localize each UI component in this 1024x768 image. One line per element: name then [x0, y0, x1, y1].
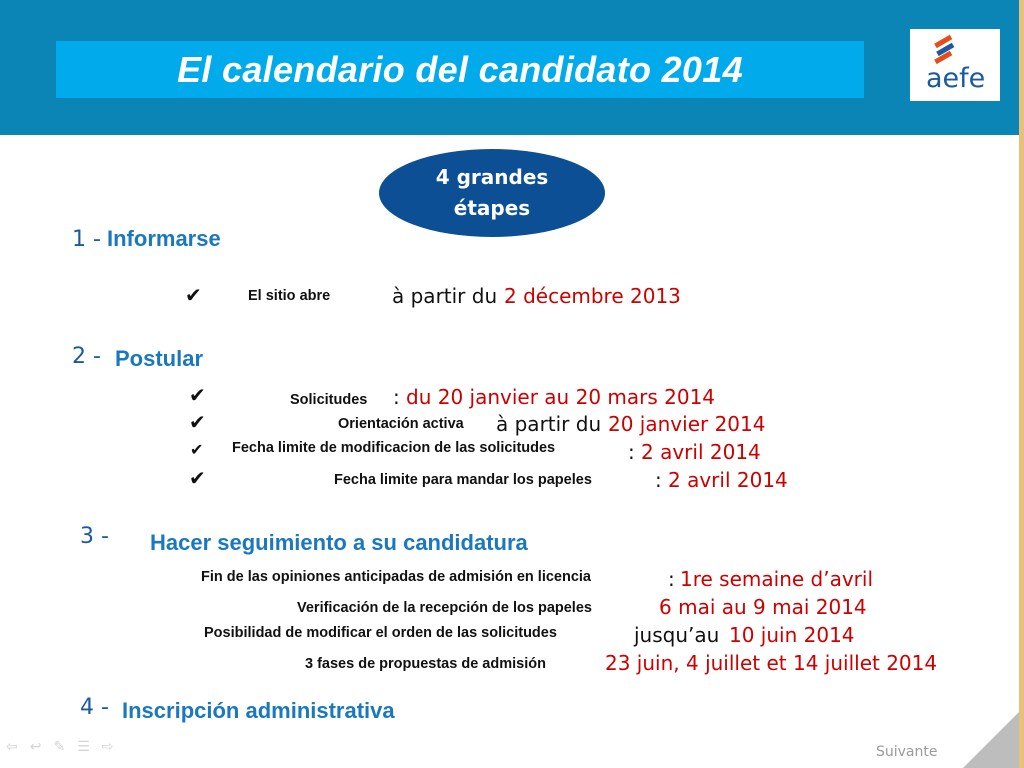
item-2-3-prefix: : — [628, 440, 635, 464]
next-arrow-icon[interactable]: ⇨ — [101, 739, 126, 755]
item-1-1-prefix: à partir du — [392, 284, 498, 308]
item-3-1-label: Fin de las opiniones anticipadas de admisión en licencia — [201, 569, 591, 585]
section-3-title: Hacer seguimiento a su candidatura — [150, 530, 528, 555]
next-slide-button[interactable]: Suivante — [876, 744, 938, 760]
section-1-title: Informarse — [107, 226, 221, 251]
item-2-1-prefix: : — [393, 385, 400, 409]
item-2-4-date: 2 avril 2014 — [668, 468, 788, 492]
check-icon: ✔ — [189, 466, 206, 490]
check-icon: ✔ — [189, 383, 206, 407]
aefe-logo-icon — [922, 31, 962, 67]
item-3-4-date: 23 juin, 4 juillet et 14 juillet 2014 — [605, 651, 938, 675]
item-3-3-date: 10 juin 2014 — [729, 623, 855, 647]
section-2-title: Postular — [115, 346, 204, 371]
section-1-number: 1 - — [72, 227, 101, 252]
item-2-2-date: 20 janvier 2014 — [608, 412, 766, 436]
item-2-2-prefix: à partir du — [496, 412, 602, 436]
section-4-title: Inscripción administrativa — [122, 698, 395, 723]
stages-badge — [379, 149, 605, 237]
page-curl-corner[interactable] — [963, 712, 1019, 768]
slide-nav-toolbar — [6, 739, 126, 755]
check-icon: ✔ — [189, 410, 206, 434]
item-2-4-label: Fecha limite para mandar los papeles — [334, 472, 592, 488]
stages-badge-line1: 4 grandes — [435, 165, 549, 189]
back-icon[interactable]: ⇦ — [6, 739, 30, 755]
menu-icon[interactable]: ☰ — [77, 739, 102, 755]
check-icon: ✔ — [190, 440, 204, 459]
section-4-number: 4 - — [80, 695, 109, 720]
right-edge-strip — [1019, 0, 1024, 768]
page-title: El calendario del candidato 2014 — [177, 48, 743, 90]
title-banner — [56, 41, 864, 98]
item-2-2-label: Orientación activa — [338, 416, 464, 432]
pen-icon[interactable]: ✎ — [53, 739, 78, 755]
item-2-4-prefix: : — [655, 468, 662, 492]
item-2-1-date: du 20 janvier au 20 mars 2014 — [406, 385, 716, 409]
logo-text: aefe — [926, 63, 986, 94]
forward-icon[interactable]: ↩ — [29, 739, 54, 755]
item-3-1-date: 1re semaine d’avril — [680, 567, 874, 591]
item-3-2-label: Verificación de la recepción de los papeles — [297, 600, 592, 616]
aefe-logo — [910, 29, 1000, 101]
item-3-3-label: Posibilidad de modificar el orden de las solicitudes — [204, 625, 557, 641]
check-icon: ✔ — [185, 283, 202, 307]
stages-badge-line2: étapes — [453, 196, 531, 220]
section-2-number: 2 - — [72, 344, 101, 369]
item-3-1-prefix: : — [668, 567, 675, 591]
header-bar — [0, 0, 1019, 135]
item-2-3-label: Fecha limite de modificacion de las solicitudes — [232, 440, 556, 456]
section-3-number: 3 - — [80, 524, 109, 549]
item-2-1-label: Solicitudes — [290, 392, 368, 408]
item-1-1-label: El sitio abre — [248, 288, 331, 304]
item-3-3-prefix: jusqu’au — [634, 623, 720, 647]
item-1-1-date: 2 décembre 2013 — [504, 284, 681, 308]
item-2-3-date: 2 avril 2014 — [641, 440, 761, 464]
item-3-2-date: 6 mai au 9 mai 2014 — [659, 595, 867, 619]
item-3-4-label: 3 fases de propuestas de admisión — [305, 656, 546, 672]
